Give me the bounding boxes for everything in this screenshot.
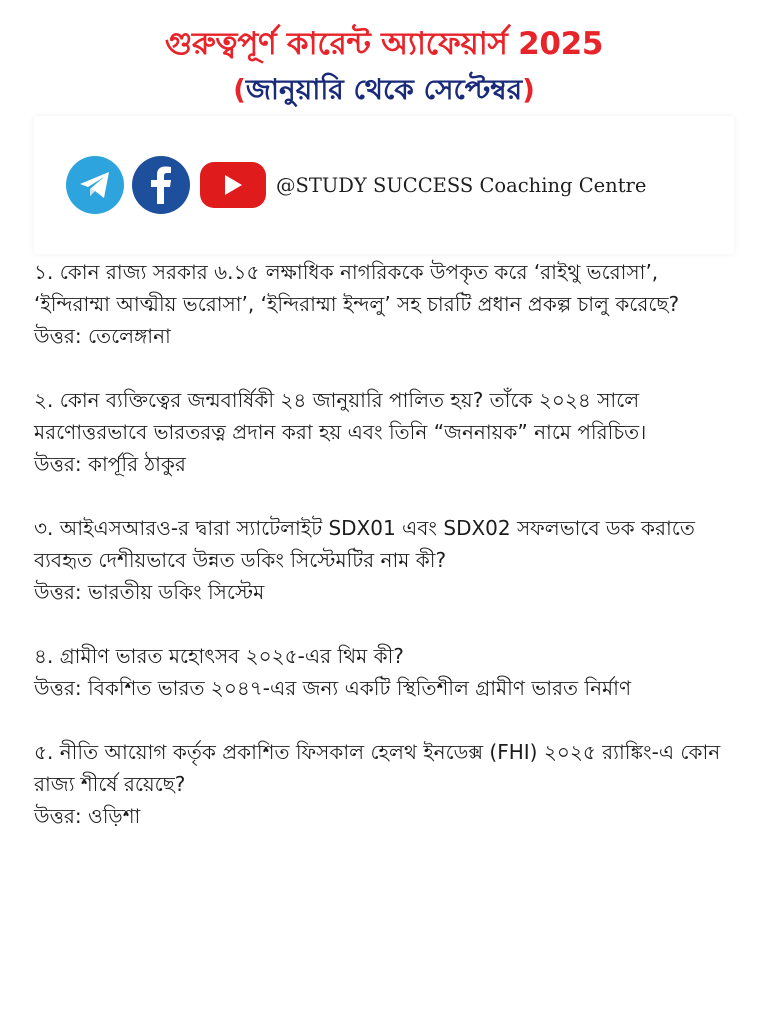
subtitle-open-paren: ( xyxy=(233,73,246,106)
question-text: ৫. নীতি আয়োগ কর্তৃক প্রকাশিত ফিসকাল হেলথ ইনডেক্স (FHI) ২০২৫ র‍্যাঙ্কিং-এ কোন রাজ্য শীর্ষে রয়েছে? xyxy=(34,740,721,796)
question-text: ৪. গ্রামীণ ভারত মহোৎসব ২০২৫-এর থিম কী? xyxy=(34,644,404,668)
answer-text: উত্তর: ভারতীয় ডকিং সিস্টেম xyxy=(34,580,265,604)
telegram-icon[interactable] xyxy=(66,156,124,214)
question-text: ৩. আইএসআরও-র দ্বারা স্যাটেলাইট SDX01 এবং SDX02 সফলভাবে ডক করাতে ব্যবহৃত দেশীয়ভাবে উন্নত ডকিং সিস্টেমটির নাম কী? xyxy=(34,516,695,572)
qa-item xyxy=(34,384,740,480)
qa-list xyxy=(34,256,740,864)
answer-text: উত্তর: তেলেঙ্গানা xyxy=(34,324,171,348)
youtube-icon-wrap[interactable] xyxy=(198,156,268,214)
channel-handle: @STUDY SUCCESS Coaching Centre xyxy=(276,173,647,197)
social-icons xyxy=(66,156,268,214)
page-title: গুরুত্বপূর্ণ কারেন্ট অ্যাফেয়ার্স 2025 xyxy=(164,26,604,62)
qa-item xyxy=(34,640,740,704)
subtitle-text: জানুয়ারি থেকে সেপ্টেম্বর xyxy=(245,73,523,106)
youtube-icon[interactable] xyxy=(200,162,266,208)
qa-item xyxy=(34,512,740,608)
qa-item xyxy=(34,256,740,352)
page-header xyxy=(0,0,768,110)
question-text: ১. কোন রাজ্য সরকার ৬.১৫ লক্ষাধিক নাগরিককে উপকৃত করে ‘রাইথু ভরোসা’, ‘ইন্দিরাম্মা আত্মীয় ভরোসা’, ‘ইন্দিরাম্মা ইন্দলু’ সহ চারটি প্রধান প্রকল্প চালু করেছে? xyxy=(34,260,680,316)
facebook-icon[interactable] xyxy=(132,156,190,214)
answer-text: উত্তর: বিকশিত ভারত ২০৪৭-এর জন্য একটি স্থিতিশীল গ্রামীণ ভারত নির্মাণ xyxy=(34,676,632,700)
qa-item xyxy=(34,736,740,832)
answer-text: উত্তর: ওড়িশা xyxy=(34,804,141,828)
answer-text: উত্তর: কার্পূরি ঠাকুর xyxy=(34,452,186,476)
page-subtitle xyxy=(0,70,768,110)
subtitle-close-paren: ) xyxy=(522,73,535,106)
social-banner xyxy=(34,116,734,254)
question-text: ২. কোন ব্যক্তিত্বের জন্মবার্ষিকী ২৪ জানুয়ারি পালিত হয়? তাঁকে ২০২৪ সালে মরণোত্তরভাবে ভারতরত্ন প্রদান করা হয় এবং তিনি “জননায়ক” নামে পরিচিত। xyxy=(34,388,647,444)
